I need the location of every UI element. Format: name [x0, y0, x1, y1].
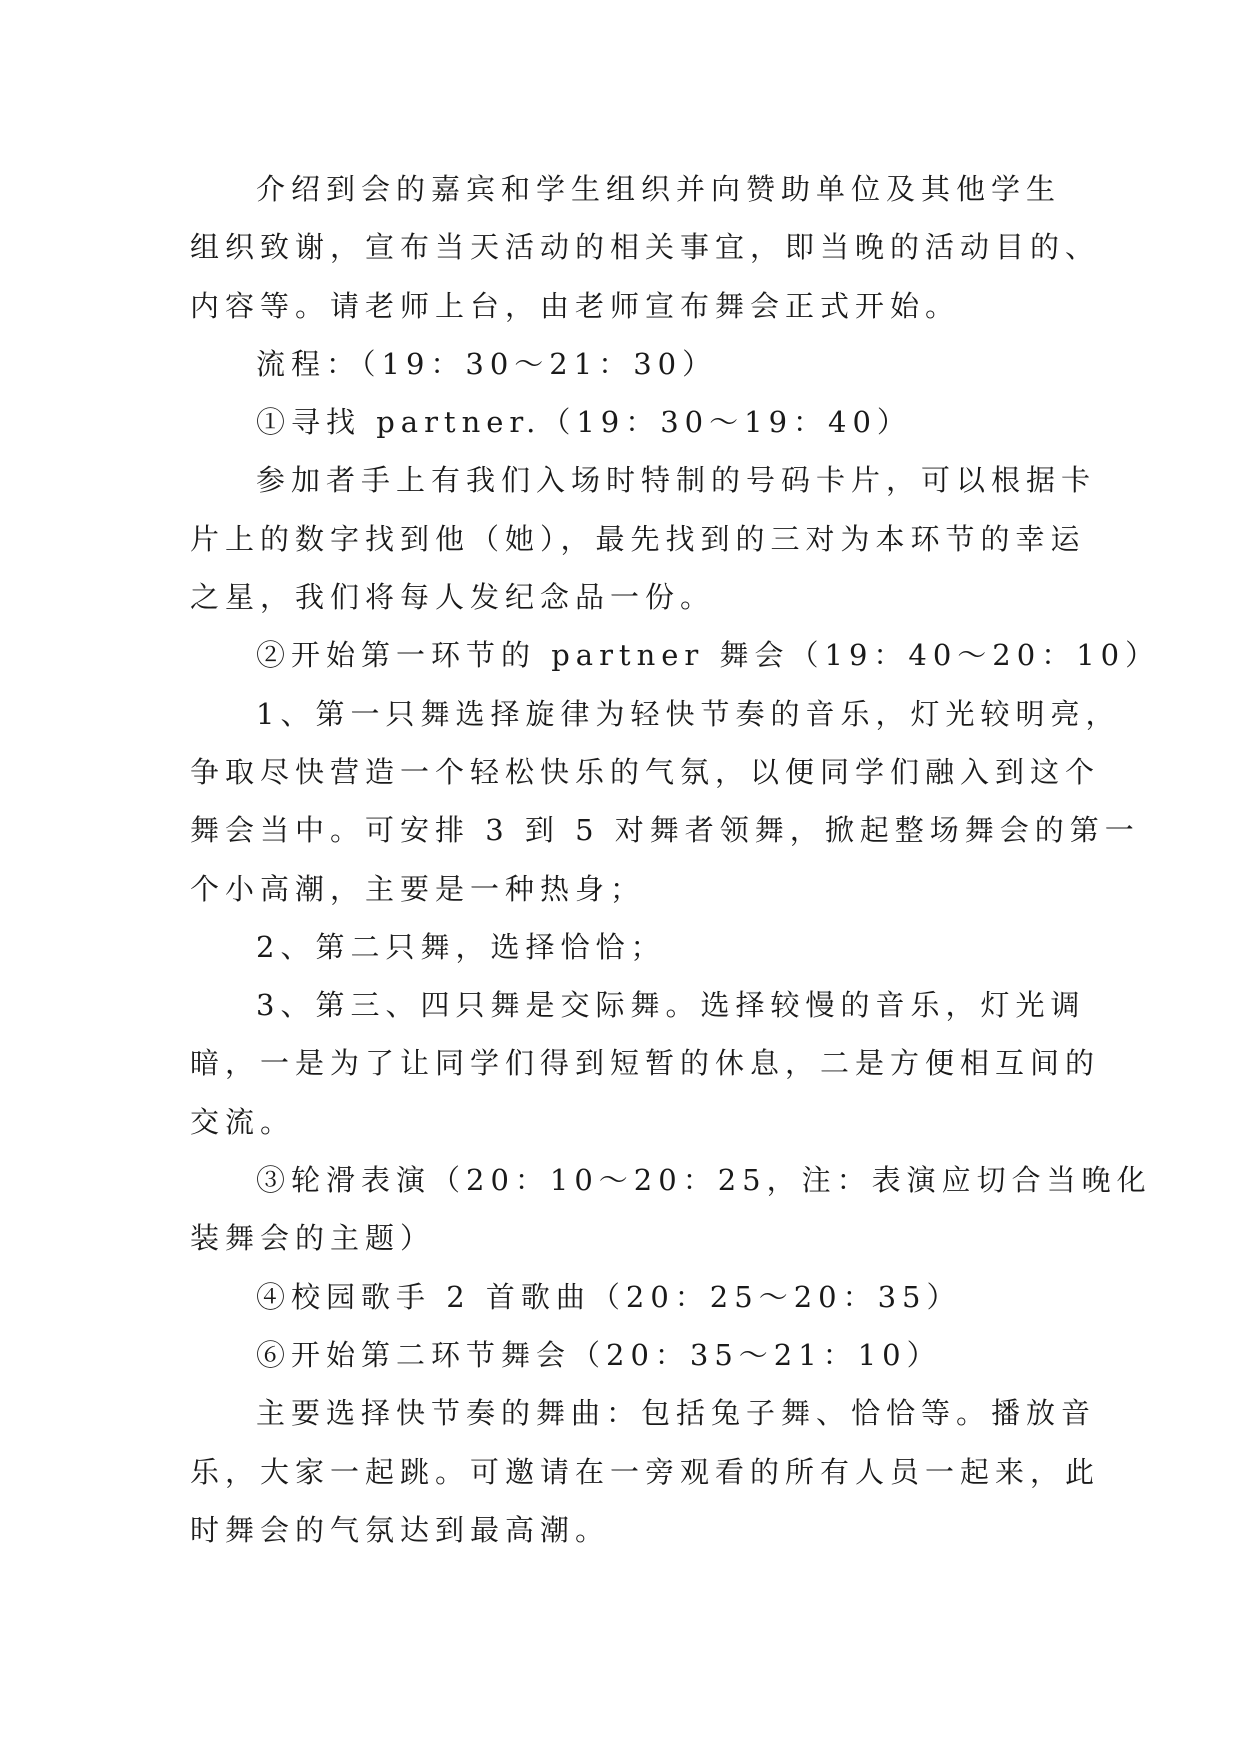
paragraph-line: 组织致谢，宣布当天活动的相关事宜，即当晚的活动目的、: [190, 230, 1101, 265]
step-heading-6: ⑥开始第二环节舞会（20：35～21：10）: [256, 1337, 942, 1372]
paragraph-line: 之星，我们将每人发纪念品一份。: [190, 580, 716, 615]
paragraph-line: 内容等。请老师上台，由老师宣布舞会正式开始。: [190, 288, 961, 323]
paragraph-line: 舞会当中。可安排 3 到 5 对舞者领舞，掀起整场舞会的第一: [190, 813, 1140, 848]
paragraph-line: 片上的数字找到他（她），最先找到的三对为本环节的幸运: [190, 521, 1086, 556]
paragraph-line: 乐，大家一起跳。可邀请在一旁观看的所有人员一起来，此: [190, 1454, 1101, 1489]
document-body: [190, 160, 1161, 1559]
paragraph-line: 交流。: [190, 1104, 296, 1139]
paragraph-line: 个小高潮，主要是一种热身；: [190, 871, 646, 906]
paragraph-line: 时舞会的气氛达到最高潮。: [190, 1512, 611, 1547]
step-heading-1: ①寻找 partner.（19：30～19：40）: [256, 405, 912, 440]
step-heading-4: ④校园歌手 2 首歌曲（20：25～20：35）: [256, 1279, 962, 1314]
paragraph-line: 争取尽快营造一个轻松快乐的气氛，以便同学们融入到这个: [190, 754, 1101, 789]
paragraph-line: 主要选择快节奏的舞曲：包括兔子舞、恰恰等。播放音: [256, 1396, 1097, 1431]
step-heading-2: ②开始第一环节的 partner 舞会（19：40～20：10）: [256, 638, 1161, 673]
paragraph-line: 1、第一只舞选择旋律为轻快节奏的音乐，灯光较明亮，: [256, 696, 1121, 731]
paragraph-line: 装舞会的主题）: [190, 1221, 436, 1256]
paragraph-line: 2、第二只舞，选择恰恰；: [256, 929, 666, 964]
paragraph-line: 暗，一是为了让同学们得到短暂的休息，二是方便相互间的: [190, 1046, 1101, 1081]
paragraph-line: 介绍到会的嘉宾和学生组织并向赞助单位及其他学生: [256, 172, 1062, 206]
section-heading-flow: 流程：（19：30～21：30）: [256, 346, 718, 381]
paragraph-line: 参加者手上有我们入场时特制的号码卡片，可以根据卡: [256, 463, 1097, 498]
paragraph-line: 3、第三、四只舞是交际舞。选择较慢的音乐，灯光调: [256, 988, 1086, 1023]
step-heading-3: ③轮滑表演（20：10～20：25，注：表演应切合当晚化: [256, 1163, 1152, 1198]
